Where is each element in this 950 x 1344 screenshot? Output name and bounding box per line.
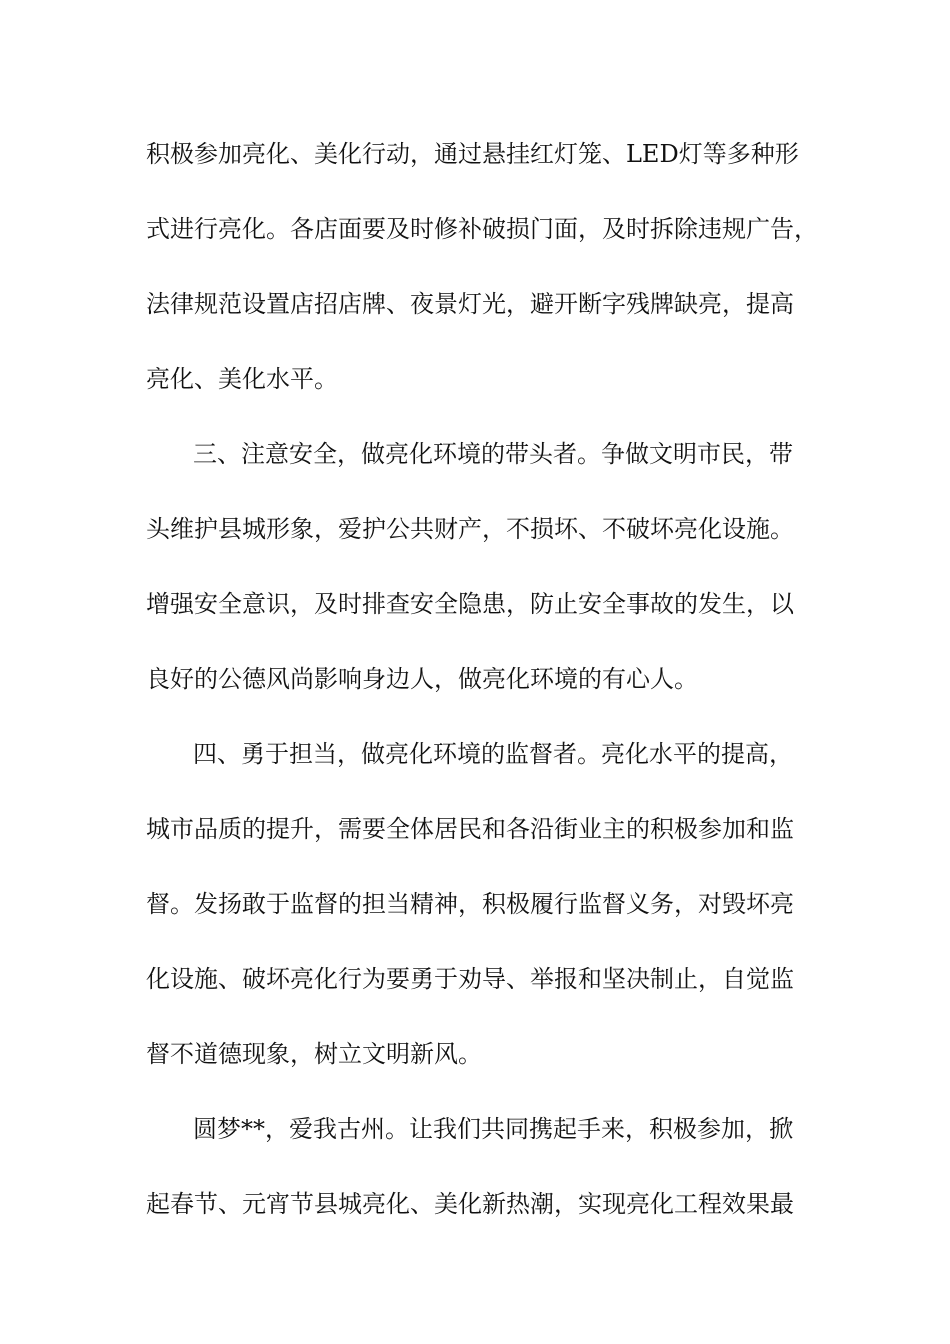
- paragraph-line: 增强安全意识，及时排查安全隐患，防止安全事故的发生，以: [146, 590, 794, 618]
- paragraph-line: 起春节、元宵节县城亮化、美化新热潮，实现亮化工程效果最: [146, 1190, 794, 1218]
- paragraph-line: 化设施、破坏亮化行为要勇于劝导、举报和坚决制止，自觉监: [146, 965, 794, 993]
- paragraph-line: 式进行亮化。各店面要及时修补破损门面，及时拆除违规广告，: [146, 215, 818, 243]
- paragraph-line: 督。发扬敢于监督的担当精神，积极履行监督义务，对毁坏亮: [146, 890, 794, 918]
- paragraph-line: 法律规范设置店招店牌、夜景灯光，避开断字残牌缺亮，提高: [146, 290, 794, 318]
- paragraph-line: 头维护县城形象，爱护公共财产，不损坏、不破坏亮化设施。: [146, 515, 794, 543]
- paragraph-line: 亮化、美化水平。: [146, 365, 338, 393]
- paragraph-line: 三、注意安全，做亮化环境的带头者。争做文明市民，带: [193, 440, 793, 468]
- paragraph-line: 圆梦**，爱我古州。让我们共同携起手来，积极参加，掀: [193, 1115, 793, 1143]
- paragraph-line: 良好的公德风尚影响身边人，做亮化环境的有心人。: [146, 665, 698, 693]
- paragraph-line: 城市品质的提升，需要全体居民和各沿街业主的积极参加和监: [146, 815, 794, 843]
- paragraph-line: 四、勇于担当，做亮化环境的监督者。亮化水平的提高，: [193, 740, 793, 768]
- paragraph-line: 积极参加亮化、美化行动，通过悬挂红灯笼、LED灯等多种形: [146, 140, 799, 168]
- paragraph-line: 督不道德现象，树立文明新风。: [146, 1040, 482, 1068]
